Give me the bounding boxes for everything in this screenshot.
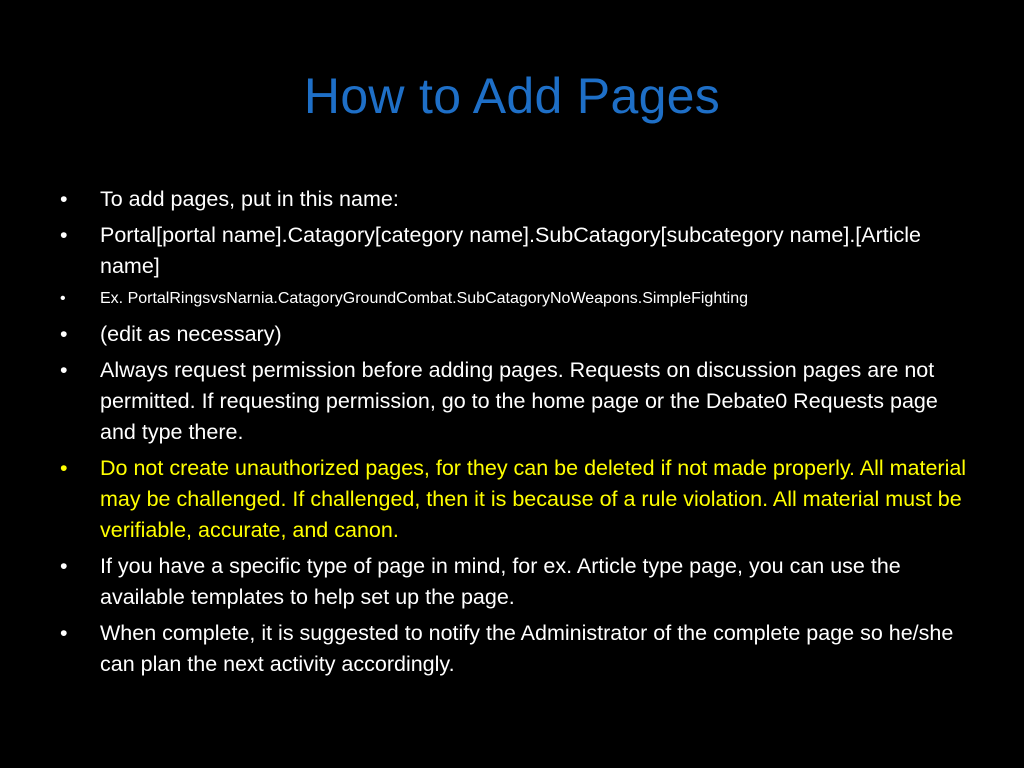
bullet-text: Portal[portal name].Catagory[category name].SubCatagory[subcategory name].[Article name]	[100, 223, 921, 278]
bullet-dot-icon: •	[60, 187, 68, 211]
bullet-item-example	[58, 287, 973, 311]
bullet-item	[58, 355, 973, 448]
bullet-dot-icon: •	[60, 456, 68, 480]
bullet-text: Always request permission before adding pages. Requests on discussion pages are not permitted. If requesting permission, go to the home page or the Debate0 Requests page and type there.	[100, 358, 938, 444]
bullet-text: (edit as necessary)	[100, 322, 282, 346]
bullet-item	[58, 184, 973, 215]
bullet-dot-icon: •	[60, 358, 68, 382]
bullet-item	[58, 319, 973, 350]
bullet-dot-icon: •	[60, 290, 66, 307]
bullet-list	[58, 184, 973, 685]
bullet-dot-icon: •	[60, 322, 68, 346]
bullet-text: To add pages, put in this name:	[100, 187, 399, 211]
bullet-dot-icon: •	[60, 621, 68, 645]
bullet-item	[58, 618, 973, 680]
bullet-item	[58, 551, 973, 613]
bullet-text: Ex. PortalRingsvsNarnia.CatagoryGroundCombat.SubCatagoryNoWeapons.SimpleFighting	[100, 290, 749, 307]
bullet-dot-icon: •	[60, 554, 68, 578]
bullet-item-warning	[58, 453, 973, 546]
bullet-text: If you have a specific type of page in mind, for ex. Article type page, you can use the available templates to help set up the page.	[100, 554, 901, 609]
bullet-dot-icon: •	[60, 223, 68, 247]
bullet-text: When complete, it is suggested to notify the Administrator of the complete page so he/she can plan the next activity accordingly.	[100, 621, 954, 676]
slide-title: How to Add Pages	[303, 68, 721, 124]
bullet-text: Do not create unauthorized pages, for they can be deleted if not made properly. All material may be challenged. If challenged, then it is because of a rule violation. All material must be verifiable, accurate, and canon.	[100, 456, 967, 542]
bullet-item	[58, 220, 973, 282]
